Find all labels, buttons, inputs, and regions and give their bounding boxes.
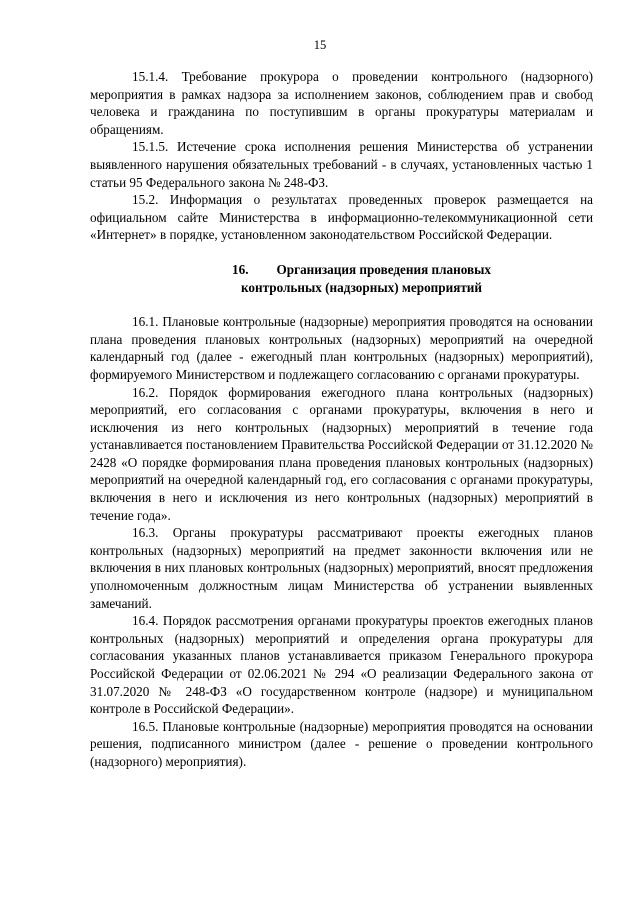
paragraph-16-1: 16.1. Плановые контрольные (надзорные) мероприятия проводятся на основании плана проведения плановых контрольных (надзорных) мероприятий на очередной календарный год (далее - ежегодный план контрольных (надзорных) мероприятий), формируемого Министерством и подлежащего согласованию с органами прокуратуры. xyxy=(90,314,593,382)
section-title-line-1: Организация проведения плановых xyxy=(276,261,491,277)
paragraph-15-2: 15.2. Информация о результатах проведенных проверок размещается на официальном сайте Министерства в информационно-телекоммуникационной сети «Интернет» в порядке, установленном законодательством Российской Федерации. xyxy=(90,192,593,243)
paragraph-16-3: 16.3. Органы прокуратуры рассматривают проекты ежегодных планов контрольных (надзорных) мероприятий на предмет законности включения или не включения в них плановых контрольных (надзорных) мероприятий, вносят предложения уполномоченным должностным лицам Министерства об устранении выявленных замечаний. xyxy=(90,525,593,611)
paragraph-15-1-4: 15.1.4. Требование прокурора о проведении контрольного (надзорного) мероприятия в рамках надзора за исполнением законов, соблюдением прав и свобод человека и гражданина по поступившим в органы прокуратуры материалам и обращениям. xyxy=(90,69,593,137)
spacer xyxy=(90,296,593,313)
page-number: 15 xyxy=(313,38,327,52)
section-heading-line-1 xyxy=(130,261,593,279)
section-title-line-2: контрольных (надзорных) мероприятий xyxy=(240,279,482,295)
paragraph-16-2: 16.2. Порядок формирования ежегодного плана контрольных (надзорных) мероприятий, его согласования с органами прокуратуры, включения в него и исключения из него контрольных (надзорных) мероприятий в течение года устанавливается постановлением Правительства Российской Федерации от 31.12.2020 № 2428 «О порядке формирования плана проведения плановых контрольных (надзорных) мероприятий на очередной календарный год, его согласования с органами прокуратуры, включения в него и исключения из него контрольных (надзорных) мероприятий в течение года». xyxy=(90,384,593,523)
paragraph-16-4: 16.4. Порядок рассмотрения органами прокуратуры проектов ежегодных планов контрольных (надзорных) мероприятий и определения органа прокуратуры для согласования указанных планов устанавливается приказом Генерального прокурора Российской Федерации от 02.06.2021 № 294 «О реализации Федерального закона от 31.07.2020 № 248-ФЗ «О государственном контроле (надзоре) и муниципальном контроле в Российской Федерации». xyxy=(90,613,593,717)
section-heading xyxy=(90,261,593,296)
spacer xyxy=(90,244,593,261)
paragraph-16-5: 16.5. Плановые контрольные (надзорные) мероприятия проводятся на основании решения, подписанного министром (далее - решение о проведении контрольного (надзорного) мероприятия). xyxy=(90,718,593,769)
document-body xyxy=(90,68,593,771)
paragraph-15-1-5: 15.1.5. Истечение срока исполнения решения Министерства об устранении выявленного нарушения обязательных требований - в случаях, установленных частью 1 статьи 95 Федерального закона № 248-ФЗ. xyxy=(90,139,593,190)
section-number: 16. xyxy=(232,261,249,277)
